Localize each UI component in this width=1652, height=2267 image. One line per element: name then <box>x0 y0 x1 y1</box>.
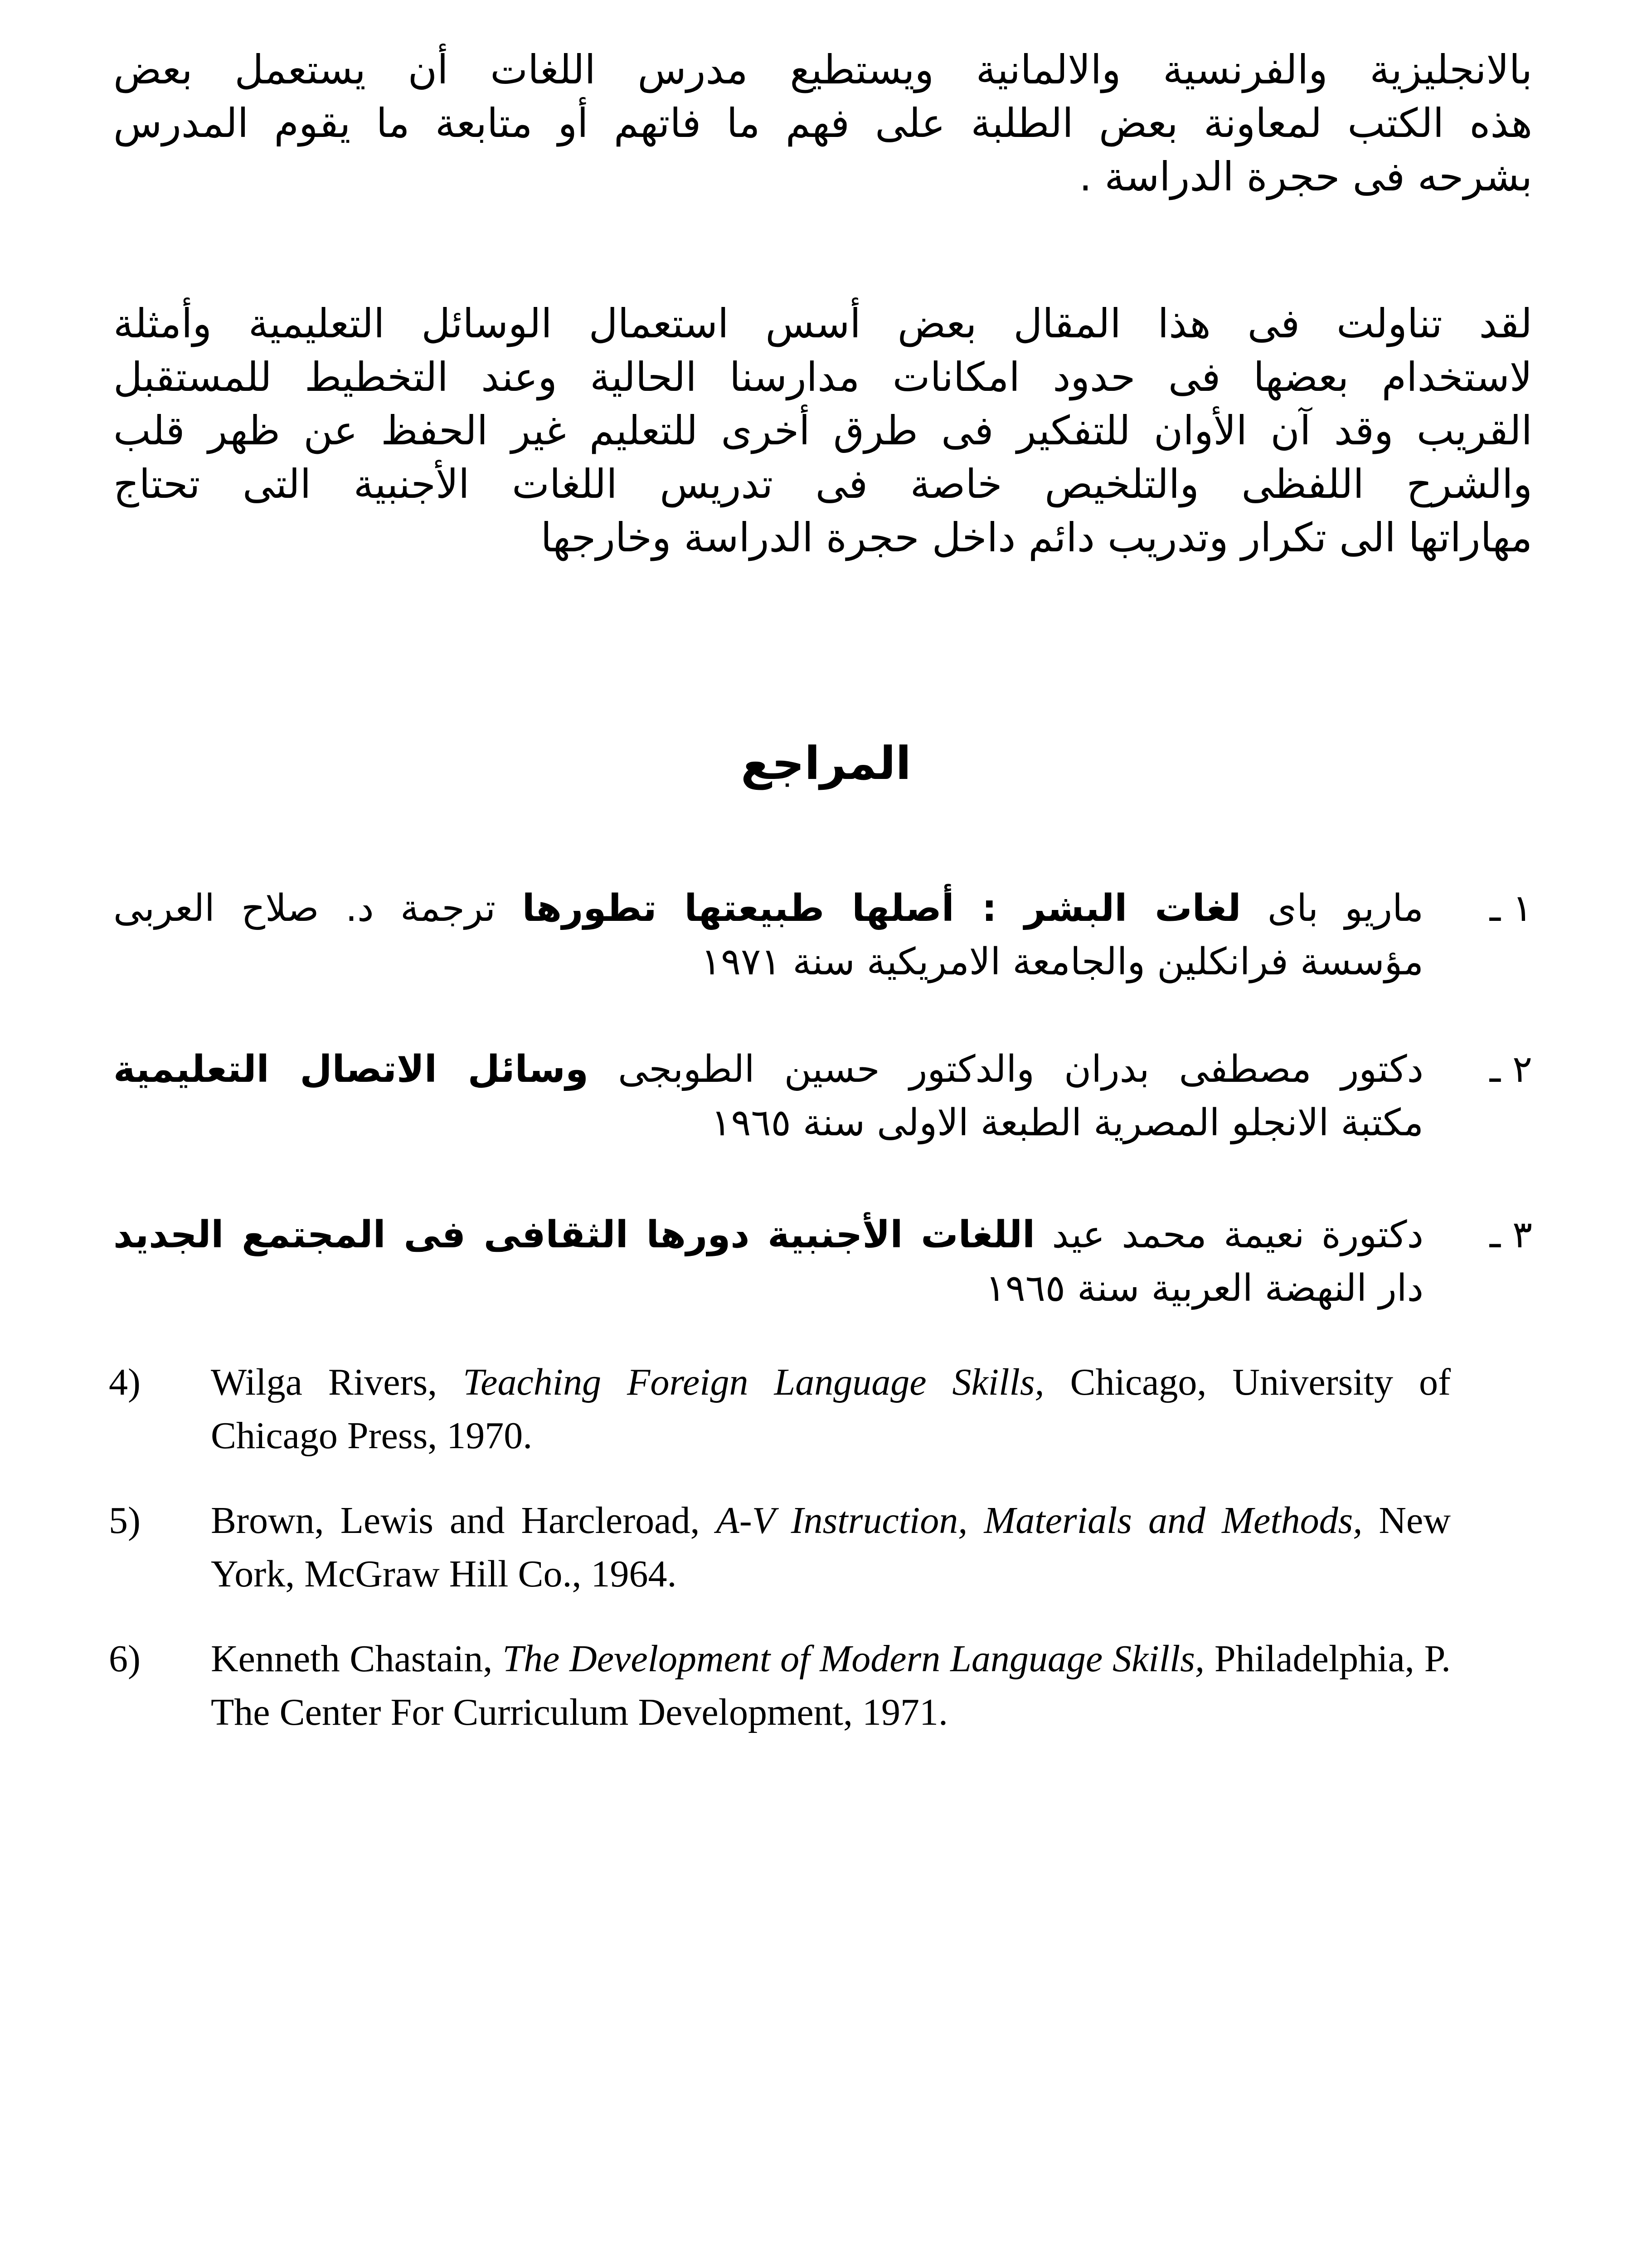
paragraph-line: مهاراتها الى تكرار وتدريب دائم داخل حجرة الدراسة وخارجها <box>540 514 1532 561</box>
reference-title: A-V Instruction, Materials and Methods, <box>716 1499 1363 1542</box>
reference-line <box>113 1043 1424 1096</box>
reference-item <box>109 1494 1451 1601</box>
reference-item <box>113 882 1532 989</box>
reference-title: وسائل الاتصال التعليمية <box>113 1048 588 1091</box>
reference-line <box>113 882 1424 935</box>
reference-publisher: دار النهضة العربية سنة ١٩٦٥ <box>985 1267 1424 1310</box>
reference-publisher: Philadelphia, P. The Center For Curriculum Development, 1971. <box>211 1638 1451 1733</box>
reference-item <box>113 1208 1532 1315</box>
paragraph-line: بشرحه فى حجرة الدراسة . <box>1079 153 1532 200</box>
paragraph-line: لقد تناولت فى هذا المقال بعض أسس استعمال الوسائل التعليمية وأمثلة <box>113 300 1532 347</box>
reference-translator: ترجمة د. صلاح العربى <box>113 887 522 930</box>
reference-title: اللغات الأجنبية دورها الثقافى فى المجتمع الجديد <box>113 1213 1035 1256</box>
reference-body <box>113 882 1424 989</box>
paragraph-continued <box>113 43 1532 204</box>
reference-number: 5) <box>109 1499 141 1542</box>
reference-body <box>211 1632 1451 1739</box>
reference-title: Teaching Foreign Language Skills, <box>463 1361 1045 1403</box>
reference-item <box>109 1356 1451 1463</box>
paragraph-line: والشرح اللفظى والتلخيص خاصة فى تدريس اللغات الأجنبية التى تحتاج <box>113 461 1532 507</box>
reference-publisher: Chicago, University of Chicago Press, 1970. <box>211 1361 1451 1457</box>
reference-author: Brown, Lewis and Harcleroad, <box>211 1499 716 1542</box>
paragraph-line: القريب وقد آن الأوان للتفكير فى طرق أخرى للتعليم غير الحفظ عن ظهر قلب <box>113 407 1532 454</box>
reference-author: Kenneth Chastain, <box>211 1638 503 1680</box>
reference-body <box>211 1356 1451 1463</box>
reference-body <box>211 1494 1451 1601</box>
reference-title: The Development of Modern Language Skills, <box>502 1638 1205 1680</box>
reference-number: 6) <box>109 1638 141 1680</box>
reference-body <box>113 1043 1424 1150</box>
reference-number: ٢ ـ <box>1489 1048 1532 1091</box>
reference-number: ٣ ـ <box>1489 1213 1532 1256</box>
paragraph-line: لاستخدام بعضها فى حدود امكانات مدارسنا الحالية وعند التخطيط للمستقبل <box>113 354 1532 400</box>
paragraph-line: هذه الكتب لمعاونة بعض الطلبة على فهم ما فاتهم أو متابعة ما يقوم المدرس <box>113 100 1532 146</box>
reference-publisher: New York, McGraw Hill Co., 1964. <box>211 1499 1451 1595</box>
reference-item <box>113 1043 1532 1150</box>
reference-author: دكتور مصطفى بدران والدكتور حسين الطوبجى <box>588 1048 1424 1091</box>
reference-author: دكتورة نعيمة محمد عيد <box>1035 1213 1424 1256</box>
reference-number: ١ ـ <box>1489 887 1532 930</box>
reference-title: لغات البشر : أصلها طبيعتها تطورها <box>522 887 1241 930</box>
paragraph-conclusion <box>113 297 1532 564</box>
reference-item <box>109 1632 1451 1739</box>
references-heading: المراجع <box>741 737 911 790</box>
reference-number: 4) <box>109 1361 141 1403</box>
reference-publisher: مكتبة الانجلو المصرية الطبعة الاولى سنة ١٩٦٥ <box>711 1101 1424 1144</box>
reference-author: Wilga Rivers, <box>211 1361 463 1403</box>
paragraph-line: بالانجليزية والفرنسية والالمانية ويستطيع مدرس اللغات أن يستعمل بعض <box>113 46 1532 93</box>
reference-publisher: مؤسسة فرانكلين والجامعة الامريكية سنة ١٩٧١ <box>701 940 1424 983</box>
reference-author: ماريو باى <box>1241 887 1424 930</box>
reference-body <box>113 1208 1424 1315</box>
reference-line <box>113 1208 1424 1262</box>
